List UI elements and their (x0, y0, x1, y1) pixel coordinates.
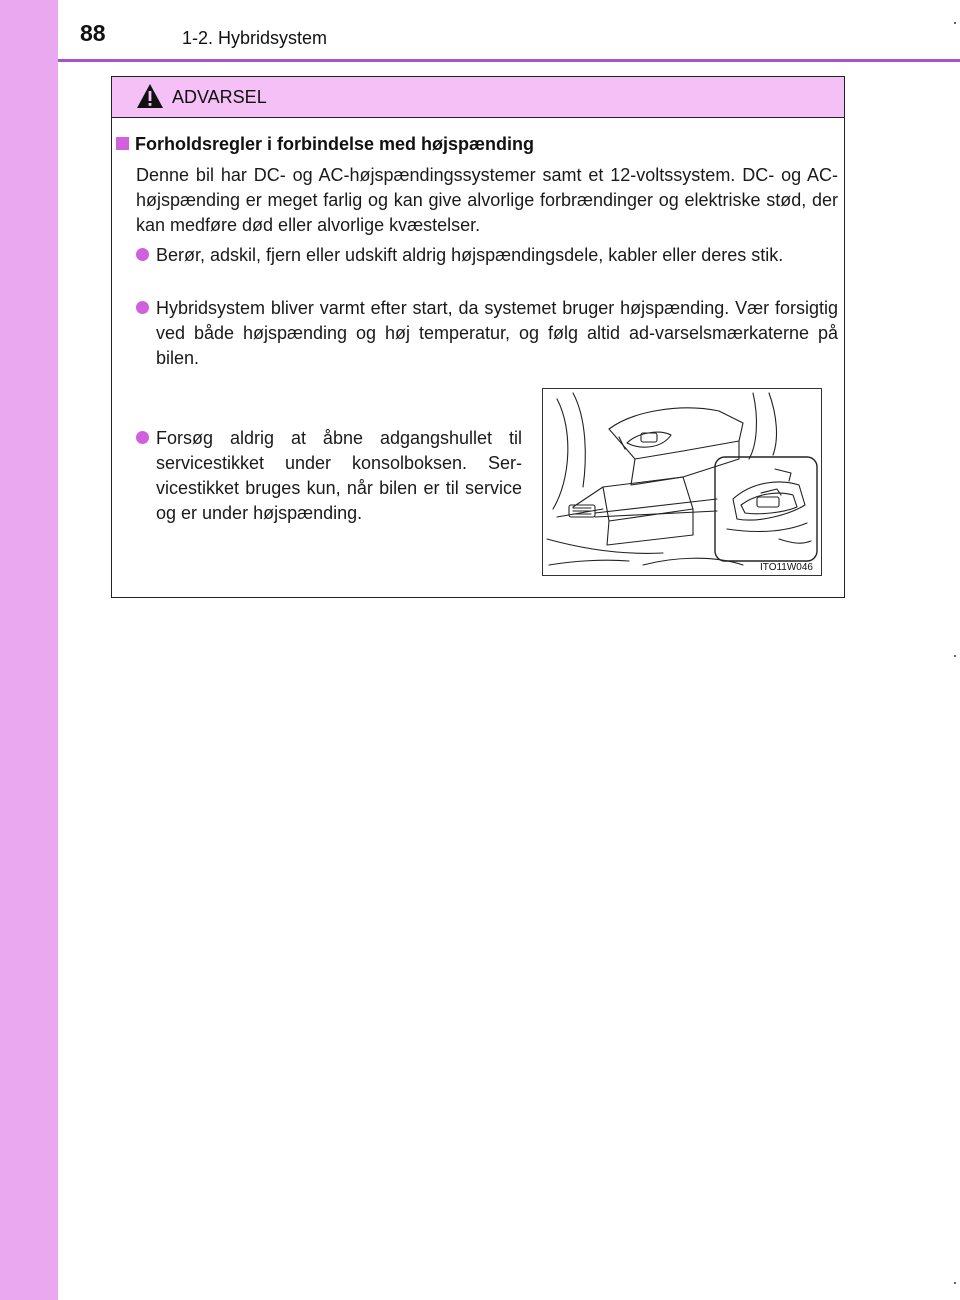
header-rule (58, 59, 960, 62)
warning-header (112, 77, 844, 118)
warning-box (111, 76, 845, 598)
list-item (136, 426, 522, 526)
section-title: 1-2. Hybridsystem (182, 28, 328, 48)
side-band (0, 0, 58, 1300)
subheading-text: Forholdsregler i forbindelse med højspænding (135, 134, 535, 154)
edge-mark (954, 1282, 956, 1284)
page-number: 88 (80, 20, 106, 46)
round-bullet-icon (136, 431, 149, 444)
subheading (116, 134, 534, 155)
warning-triangle-icon (136, 83, 164, 109)
edge-mark (954, 22, 956, 24)
edge-mark (954, 655, 956, 657)
list-item (136, 243, 838, 268)
list-item-text: Hybridsystem bliver varmt efter start, da systemet bruger højspænding. Vær forsigtig ved både højspænding og høj temperatur, og følg altid ad-varselsmærkaterne på bilen. (156, 298, 838, 368)
warning-label: ADVARSEL (172, 87, 267, 107)
page-header (58, 0, 960, 62)
list-item-text: Forsøg aldrig at åbne adgangshullet til servicestikket under konsolboksen. Ser-vicestikket bruges kun, når bilen er til service og er under højspænding. (156, 428, 522, 523)
square-bullet-icon (116, 137, 129, 150)
round-bullet-icon (136, 301, 149, 314)
console-drawing (543, 389, 821, 575)
round-bullet-icon (136, 248, 149, 261)
list-item-text: Berør, adskil, fjern eller udskift aldrig højspændingsdele, kabler eller deres stik. (156, 245, 784, 265)
figure-code: ITO11W046 (760, 562, 813, 573)
console-illustration (542, 388, 822, 576)
list-item (136, 296, 838, 371)
intro-paragraph: Denne bil har DC- og AC-højspændingssystemer samt et 12-voltssystem. DC- og AC-højspænding er meget farlig og kan give alvorlige forbrændinger og elektriske stød, der kan medføre død eller alvorlige kvæstelser. (136, 165, 838, 235)
